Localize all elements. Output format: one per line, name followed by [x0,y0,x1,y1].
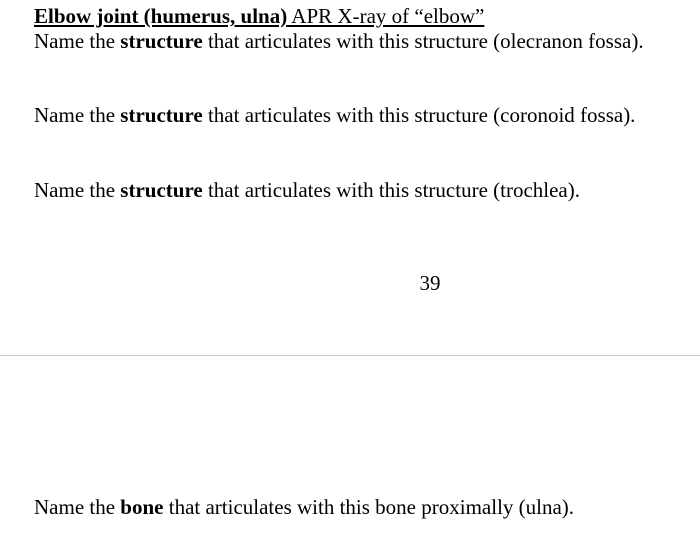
question-suffix: that articulates with this structure (olecranon fossa). [202,29,644,53]
question-keyword: structure [120,103,203,127]
page-break-divider [0,355,700,356]
page-number: 39 [419,271,441,295]
question-coronoid-fossa [34,102,635,128]
question-prefix: Name the [34,29,121,53]
question-suffix: that articulates with this structure (trochlea). [202,178,581,202]
question-prefix: Name the [34,178,121,202]
question-keyword: structure [120,29,203,53]
question-trochlea [34,177,580,203]
question-ulna [34,494,574,520]
question-suffix: that articulates with this structure (coronoid fossa). [202,103,636,127]
question-suffix: that articulates with this bone proximally (ulna). [163,495,575,519]
question-keyword: bone [120,495,164,519]
question-prefix: Name the [34,103,121,127]
heading-normal-text: APR X-ray of “elbow” [287,4,485,28]
question-keyword: structure [120,178,203,202]
document-heading [34,3,484,29]
question-prefix: Name the [34,495,121,519]
heading-bold-text: Elbow joint (humerus, ulna) [34,4,288,28]
question-olecranon-fossa [34,28,644,54]
